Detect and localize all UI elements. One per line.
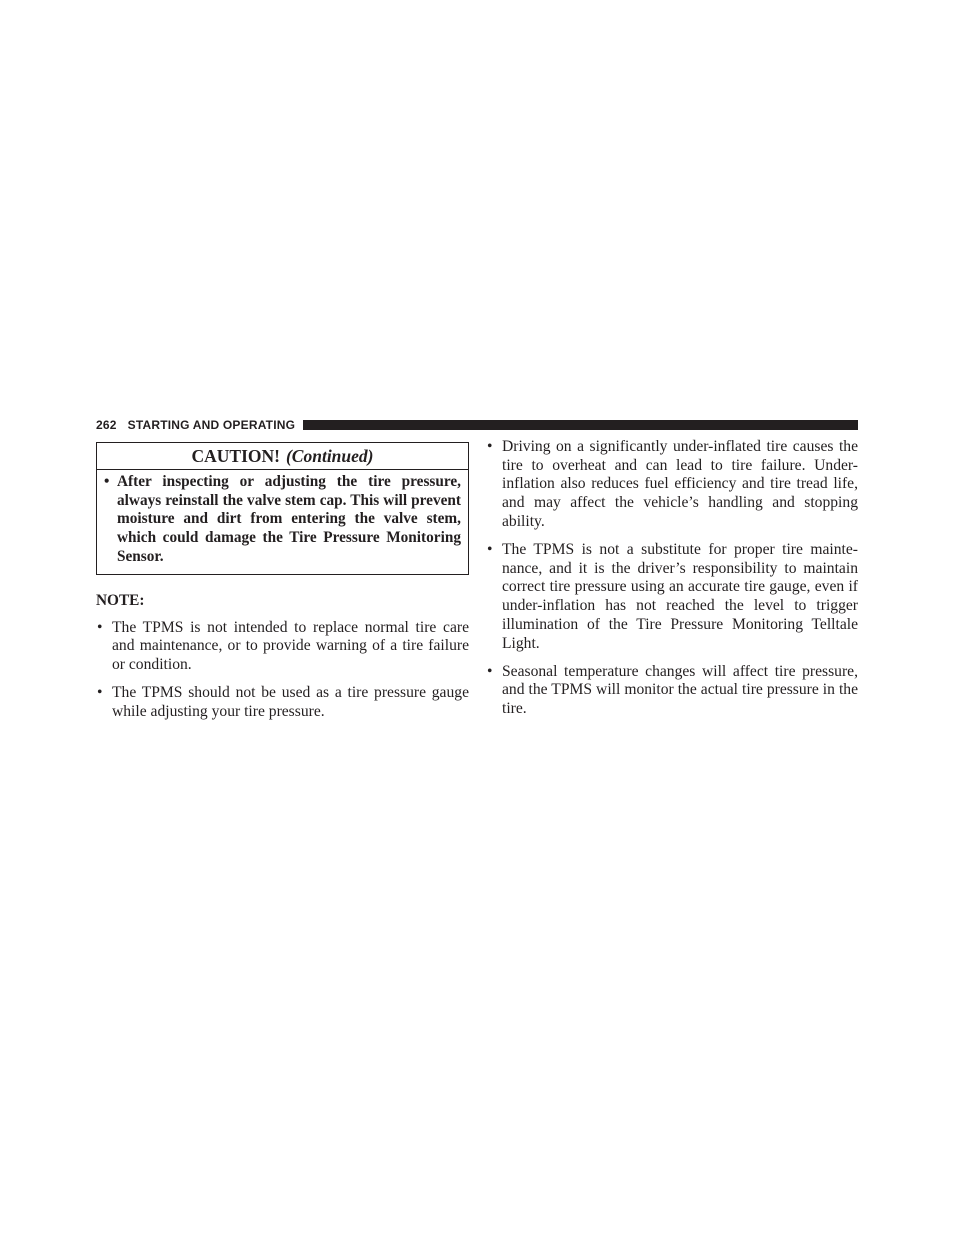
note-list: [96, 619, 469, 722]
list-item-text: The TPMS should not be used as a tire pressure gauge while adjusting your tire pressure.: [112, 684, 469, 720]
caution-item-text: After inspecting or adjusting the tire pressure, always reinstall the valve stem cap. This will prevent moisture and dirt from entering the valve stem, which could damage the Tire Pressure Monitoring Sensor.: [117, 473, 461, 565]
list-item: [96, 684, 469, 721]
caution-item: [104, 473, 461, 567]
left-column: [96, 442, 469, 722]
header-rule: [303, 420, 858, 430]
caution-header: [97, 443, 468, 470]
right-column: [486, 438, 858, 719]
page-number: 262: [96, 418, 117, 432]
note-label: NOTE:: [96, 591, 145, 609]
list-item: [486, 438, 858, 532]
caution-continued: (Continued): [285, 446, 374, 466]
list-item-text: Seasonal temperature changes will affect tire pressure, and the TPMS will monitor the actual tire pressure in the tire.: [502, 662, 858, 718]
bullet-icon: •: [97, 618, 103, 636]
caution-box: [96, 442, 469, 575]
caution-body: [97, 470, 468, 574]
caution-title: CAUTION!: [191, 446, 280, 466]
section-title: STARTING AND OPERATING: [127, 418, 296, 432]
list-item-text: The TPMS is not intended to replace normal tire care and maintenance, or to provide warning of a tire failure or condition.: [112, 618, 469, 673]
page-header: [96, 416, 858, 434]
list-item: [486, 663, 858, 719]
bullet-icon: •: [487, 438, 493, 455]
bullet-icon: •: [487, 541, 493, 559]
list-item: [96, 619, 469, 675]
bullet-icon: •: [97, 684, 103, 702]
right-list: [486, 438, 858, 719]
list-item-text: Driving on a significantly under-inflated tire causes the tire to overheat and can lead to tire failure. Under-inflation also reduces fuel efficiency and tire tread life, and may affect the vehicle’s handling and stopping ability.: [502, 438, 858, 530]
bullet-icon: •: [487, 662, 493, 680]
list-item-text: The TPMS is not a substitute for proper tire maintenance, and it is the driver’s responsibility to maintain correct tire pressure using an accurate tire gauge, even if under-inflation has not reached the level to trigger illumination of the Tire Pressure Monitoring Telltale Light.: [502, 541, 858, 652]
bullet-icon: •: [104, 473, 110, 490]
list-item: [486, 541, 858, 653]
